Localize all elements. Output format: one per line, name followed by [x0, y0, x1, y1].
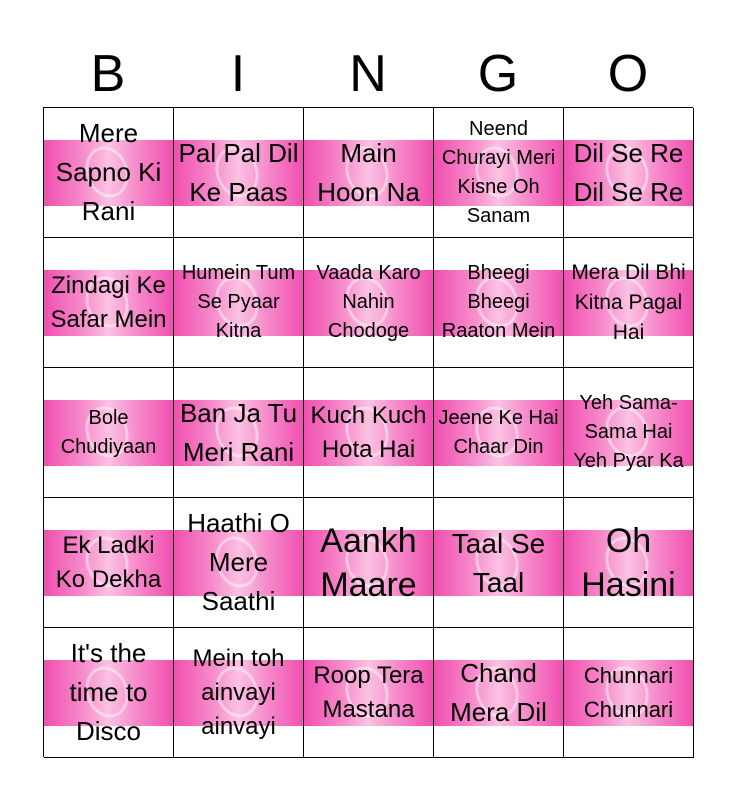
- bingo-cell[interactable]: [174, 628, 304, 758]
- bingo-cell[interactable]: [434, 628, 564, 758]
- cell-text: Humein Tum Se Pyaar Kitna: [181, 262, 296, 342]
- cell-text: Roop Tera Mastana: [313, 661, 424, 723]
- header-letter-g: G: [477, 45, 519, 103]
- cell-text: Kuch Kuch Hota Hai: [310, 401, 427, 463]
- cell-text: Neend Churayi Meri Kisne Oh Sanam: [441, 117, 556, 227]
- bingo-cell[interactable]: [174, 498, 304, 628]
- bingo-cell[interactable]: [434, 108, 564, 238]
- bingo-cell[interactable]: [174, 108, 304, 238]
- bingo-cell[interactable]: [564, 498, 694, 628]
- cell-text: Zindagi Ke Safar Mein: [50, 271, 167, 333]
- header-letter-o: O: [607, 45, 649, 103]
- cell-text: Mera Dil Bhi Kitna Pagal Hai: [571, 260, 686, 344]
- bingo-cell[interactable]: [44, 368, 174, 498]
- bingo-cell[interactable]: [304, 498, 434, 628]
- bingo-cell[interactable]: [174, 368, 304, 498]
- cell-text: Taal Se Taal: [451, 527, 546, 598]
- cell-text: Pal Pal Dil Ke Paas: [178, 137, 299, 207]
- bingo-cell[interactable]: [564, 368, 694, 498]
- cell-text: Chand Mera Dil: [450, 657, 547, 727]
- bingo-cell[interactable]: [304, 108, 434, 238]
- cell-text: Main Hoon Na: [317, 137, 420, 207]
- cell-text: Mein toh ainvayi ainvayi: [192, 644, 285, 740]
- cell-text: Ban Ja Tu Meri Rani: [179, 397, 298, 467]
- bingo-cell[interactable]: [304, 628, 434, 758]
- header-letter-n: N: [349, 45, 387, 103]
- cell-text: Chunnari Chunnari: [583, 662, 674, 722]
- cell-text: Vaada Karo Nahin Chodoge: [316, 262, 421, 342]
- bingo-header: [43, 40, 693, 108]
- bingo-cell[interactable]: [304, 368, 434, 498]
- bingo-cell[interactable]: [434, 368, 564, 498]
- cell-text: It's the time to Disco: [69, 638, 148, 746]
- header-letter-b: B: [90, 45, 126, 103]
- cell-text: Bheegi Bheegi Raaton Mein: [441, 262, 556, 342]
- cell-text: Mere Sapno Ki Rani: [55, 118, 162, 226]
- cell-text: Jeene Ke Hai Chaar Din: [438, 406, 559, 458]
- cell-text: Haathi O Mere Saathi: [187, 508, 290, 616]
- bingo-cell[interactable]: [434, 238, 564, 368]
- cell-text: Oh Hasini: [581, 521, 676, 604]
- bingo-cell[interactable]: [304, 238, 434, 368]
- bingo-cell[interactable]: [44, 498, 174, 628]
- bingo-cell[interactable]: [44, 628, 174, 758]
- bingo-cell[interactable]: [564, 108, 694, 238]
- cell-text: Dil Se Re Dil Se Re: [573, 137, 684, 207]
- cell-text: Aankh Maare: [320, 521, 417, 604]
- bingo-cell[interactable]: [434, 498, 564, 628]
- bingo-cell[interactable]: [564, 628, 694, 758]
- bingo-cell[interactable]: [564, 238, 694, 368]
- cell-text: Ek Ladki Ko Dekha: [55, 531, 162, 593]
- cell-text: Yeh Sama-Sama Hai Yeh Pyar Ka: [573, 392, 684, 472]
- bingo-grid: [43, 107, 693, 757]
- bingo-cell[interactable]: [174, 238, 304, 368]
- header-letter-i: I: [230, 45, 246, 103]
- bingo-cell[interactable]: [44, 238, 174, 368]
- bingo-cell[interactable]: [44, 108, 174, 238]
- cell-text: Bole Chudiyaan: [60, 406, 157, 458]
